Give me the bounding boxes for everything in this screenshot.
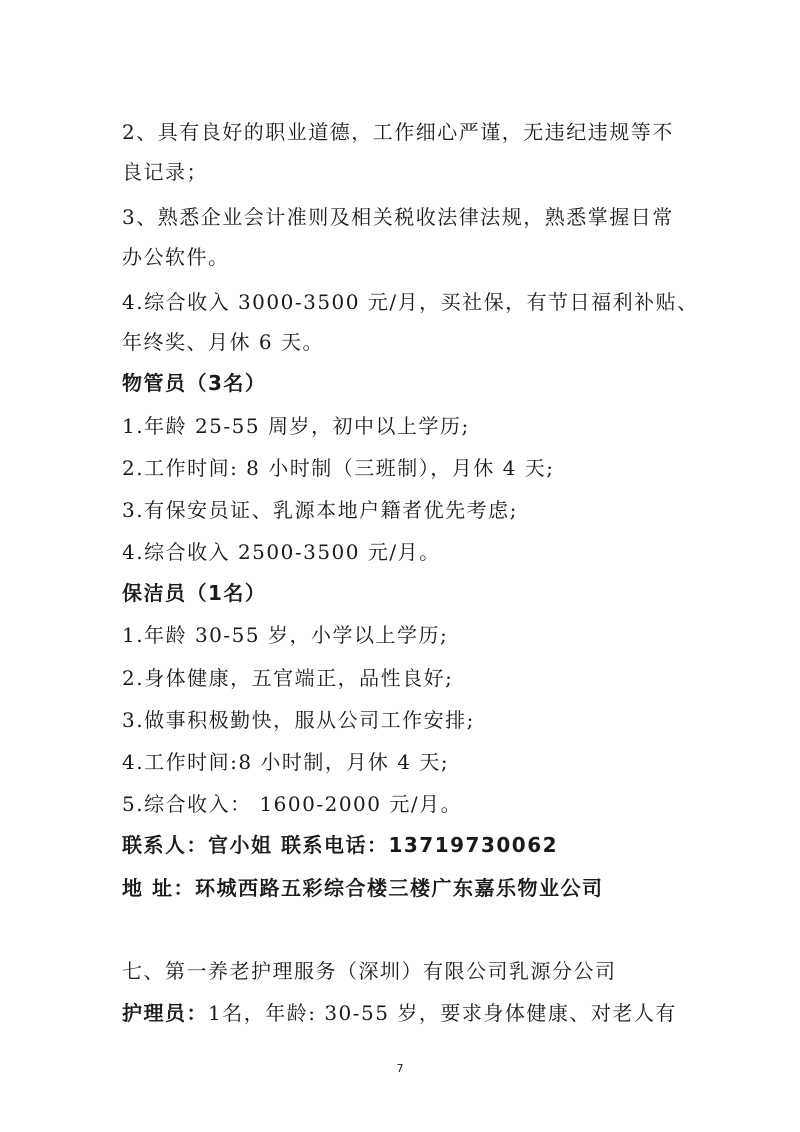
section-heading: 保洁员（1名） — [122, 581, 267, 605]
text-line: 3.做事积极勤快，服从公司工作安排; — [122, 708, 475, 732]
text-line: 3.有保安员证、乳源本地户籍者优先考虑; — [122, 498, 518, 522]
text-line: 4.综合收入 2500-3500 元/月。 — [122, 540, 441, 564]
company-heading: 七、第一养老护理服务（深圳）有限公司乳源分公司 — [122, 959, 617, 983]
address-line: 地 址：环城西路五彩综合楼三楼广东嘉乐物业公司 — [122, 876, 604, 900]
text-line: 3、熟悉企业会计准则及相关税收法律法规，熟悉掌握日常 — [122, 205, 674, 229]
text-line: 年终奖、月休 6 天。 — [122, 330, 324, 354]
text-line: 1.年龄 25-55 周岁，初中以上学历; — [122, 414, 470, 438]
section-heading: 物管员（3名） — [122, 371, 267, 395]
text-line: 4.综合收入 3000-3500 元/月，买社保，有节日福利补贴、 — [122, 290, 699, 314]
role-label: 护理员： — [122, 1001, 208, 1025]
contact-line: 联系人：官小姐 联系电话：13719730062 — [122, 833, 559, 857]
text-line — [122, 1000, 677, 1026]
role-detail: 1名，年龄: 30-55 岁，要求身体健康、对老人有 — [208, 1001, 677, 1025]
text-line: 2.工作时间: 8 小时制（三班制），月休 4 天; — [122, 456, 555, 480]
page-number: 7 — [396, 1062, 404, 1075]
text-line: 2、具有良好的职业道德，工作细心严谨，无违纪违规等不 — [122, 120, 674, 144]
text-line: 2.身体健康，五官端正，品性良好; — [122, 666, 454, 690]
text-line: 5.综合收入： 1600-2000 元/月。 — [122, 792, 463, 816]
text-line: 4.工作时间:8 小时制，月休 4 天; — [122, 750, 450, 774]
text-line: 办公软件。 — [122, 245, 230, 269]
text-line: 良记录； — [122, 160, 208, 184]
text-line: 1.年龄 30-55 岁，小学以上学历; — [122, 623, 449, 647]
